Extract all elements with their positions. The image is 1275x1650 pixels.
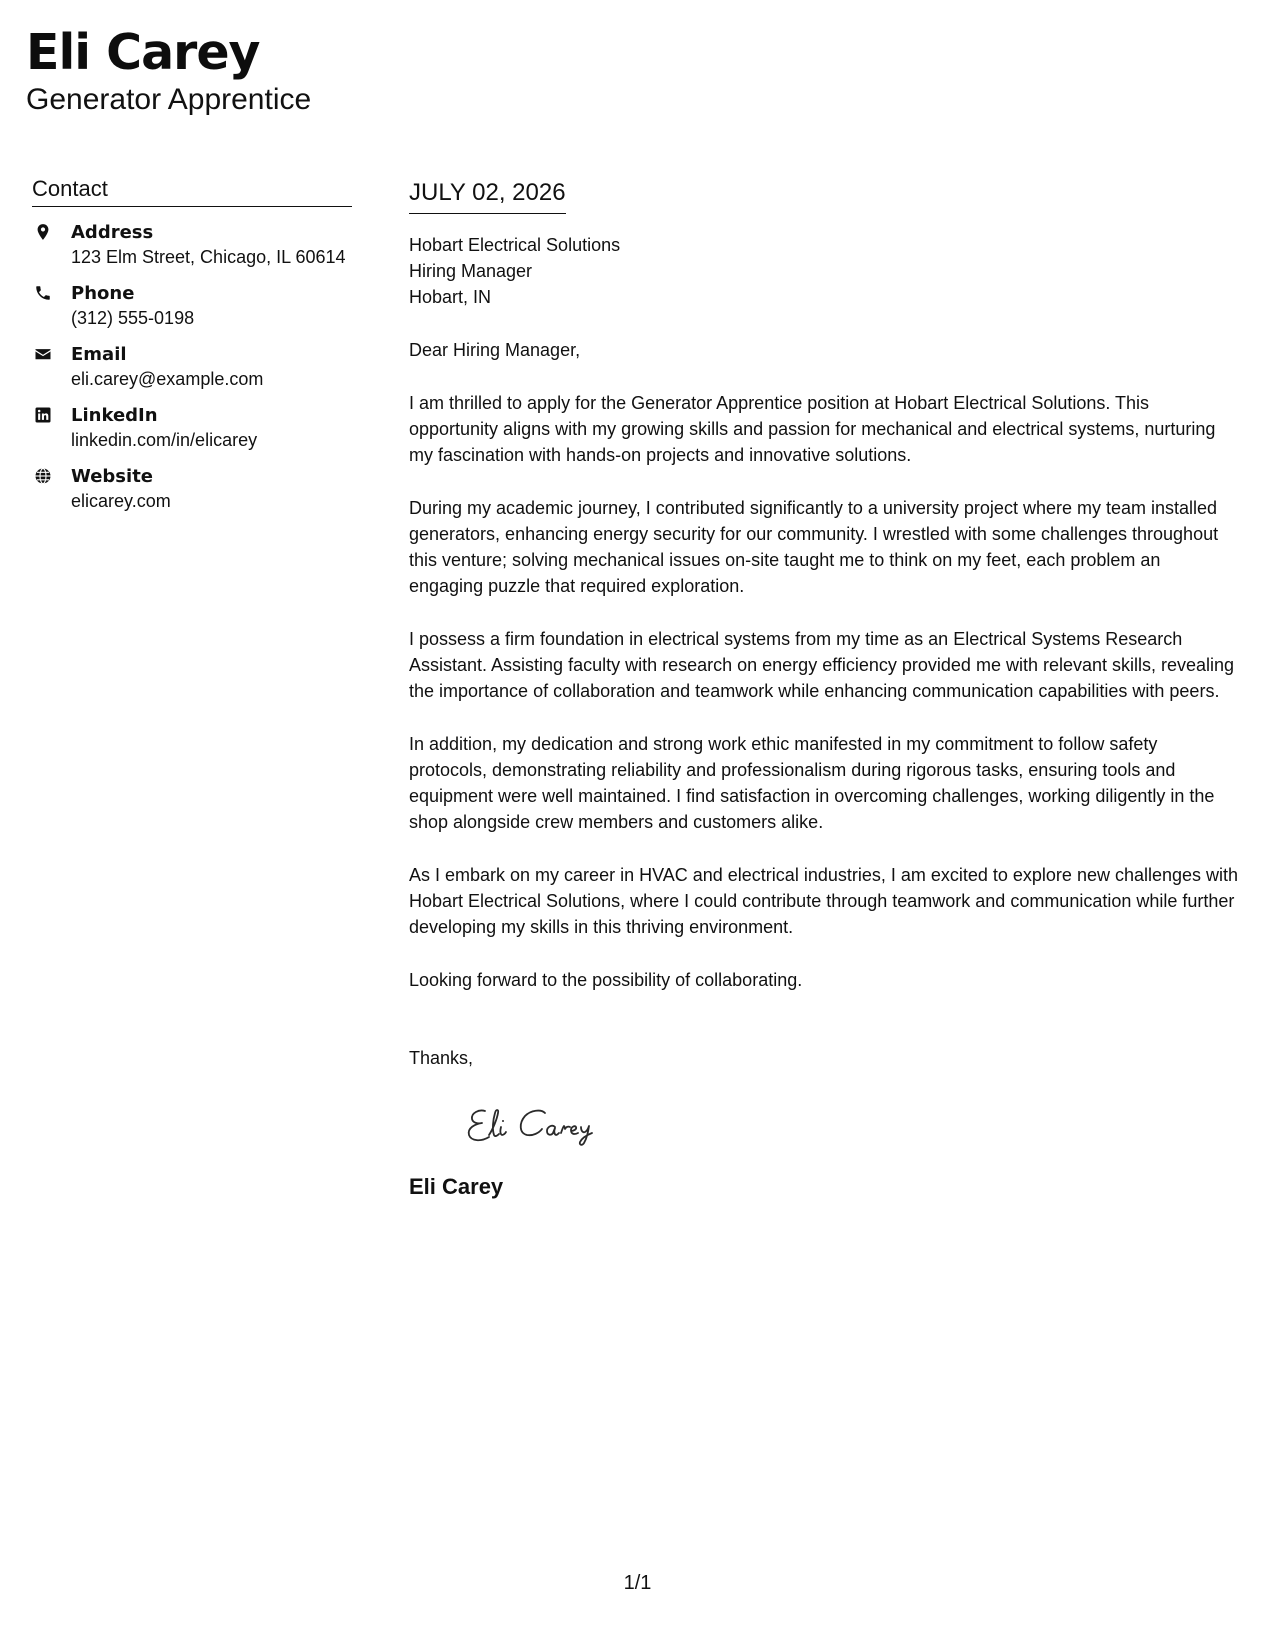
contact-value-phone: (312) 555-0198 <box>71 308 195 328</box>
letter-paragraph: During my academic journey, I contributed significantly to a university project where my team installed generators, enhancing energy security for our community. I wrestled with some challenges throughout this venture; solving mechanical issues on-site taught me to think on my feet, each problem an engaging puzzle that required exploration. <box>409 498 1219 596</box>
letter-date: JULY 02, 2026 <box>409 176 566 214</box>
contact-item-website <box>32 465 352 513</box>
contact-item-linkedin <box>32 404 352 452</box>
contact-sidebar <box>32 174 352 526</box>
contact-label-email: Email <box>71 344 127 365</box>
letter-paragraph: I am thrilled to apply for the Generator Apprentice position at Hobart Electrical Solutions. This opportunity aligns with my growing skills and passion for mechanical and electrical systems, nurturing my fascination with hands-on projects and innovative solutions. <box>409 393 1216 465</box>
contact-value-linkedin[interactable]: linkedin.com/in/elicarey <box>71 430 258 450</box>
contact-value-address: 123 Elm Street, Chicago, IL 60614 <box>71 247 346 267</box>
contact-heading: Contact <box>32 174 352 207</box>
phone-icon <box>34 284 52 302</box>
signer-name: Eli Carey <box>409 1174 504 1199</box>
closing: Thanks, <box>409 1048 474 1068</box>
letter-paragraph: Looking forward to the possibility of collaborating. <box>409 970 803 990</box>
contact-label-website: Website <box>71 466 154 487</box>
contact-value-website[interactable]: elicarey.com <box>71 491 171 511</box>
contact-label-phone: Phone <box>71 283 135 304</box>
linkedin-icon <box>34 406 52 424</box>
contact-value-email[interactable]: eli.carey@example.com <box>71 369 264 389</box>
recipient-block <box>409 232 1239 310</box>
contact-label-linkedin: LinkedIn <box>71 405 158 426</box>
recipient-company: Hobart Electrical Solutions <box>409 235 621 255</box>
map-pin-icon <box>34 223 52 241</box>
contact-item-email <box>32 343 352 391</box>
globe-icon <box>34 467 52 485</box>
applicant-name: Eli Carey <box>26 24 260 81</box>
contact-label-address: Address <box>71 222 154 243</box>
contact-list <box>32 221 352 513</box>
applicant-title: Generator Apprentice <box>26 83 312 116</box>
letter-body <box>409 176 1239 1201</box>
contact-item-phone <box>32 282 352 330</box>
handwritten-signature <box>463 1097 1239 1153</box>
letter-paragraph: In addition, my dedication and strong work ethic manifested in my commitment to follow safety protocols, demonstrating reliability and professionalism during rigorous tasks, ensuring tools and equipment were well maintained. I find satisfaction in overcoming challenges, working diligently in the shop alongside crew members and customers alike. <box>409 734 1215 832</box>
salutation: Dear Hiring Manager, <box>409 340 581 360</box>
letter-paragraph: I possess a firm foundation in electrical systems from my time as an Electrical Systems Research Assistant. Assisting faculty with research on energy efficiency provided me with relevant skills, revealing the importance of collaboration and teamwork while enhancing communication capabilities with peers. <box>409 629 1235 701</box>
contact-item-address <box>32 221 352 269</box>
recipient-location: Hobart, IN <box>409 287 492 307</box>
recipient-contact: Hiring Manager <box>409 261 533 281</box>
document-header <box>26 22 311 118</box>
envelope-icon <box>34 345 52 363</box>
letter-paragraph: As I embark on my career in HVAC and electrical industries, I am excited to explore new challenges with Hobart Electrical Solutions, where I could contribute through teamwork and communication while further developing my skills in this thriving environment. <box>409 865 1239 937</box>
page-number: 1/1 <box>623 1572 652 1594</box>
